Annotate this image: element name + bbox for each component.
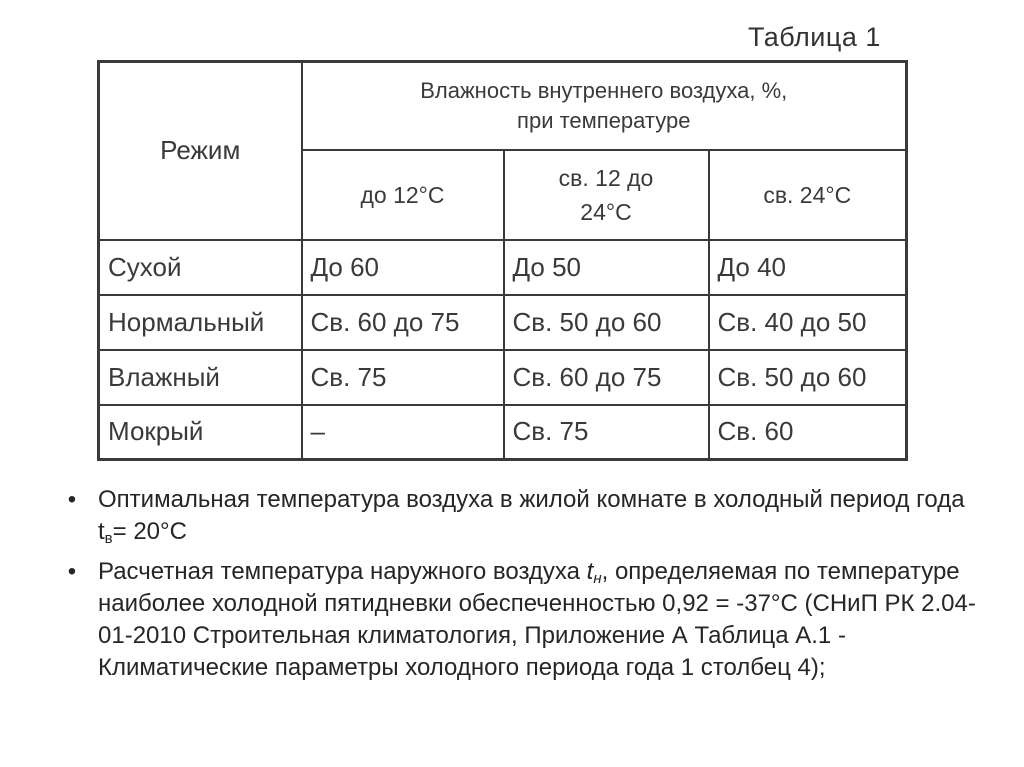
temp-col-3-line1: св. 24°С (763, 181, 852, 208)
bullet-2-variable: t (586, 558, 594, 585)
temp-col-1-line1: до 12°С (360, 181, 445, 208)
header-temp-col-3 (709, 150, 907, 240)
temp-col-2-line1: св. 12 до (558, 164, 654, 191)
row-mode-cell: Влажный (99, 350, 302, 405)
header-temp-col-2 (504, 150, 709, 240)
bullet-item-outdoor-temp (62, 556, 992, 684)
row-value-cell: Св. 60 до 75 (302, 295, 504, 350)
row-value-cell: Св. 75 (302, 350, 504, 405)
bullet-dot: • (67, 558, 77, 585)
bullet-1-value: = 20°С (112, 518, 187, 545)
temp-col-2-line2: 24°С (580, 198, 632, 225)
row-mode-cell: Сухой (99, 240, 302, 295)
row-value-cell: – (302, 405, 504, 460)
header-mode-cell (99, 62, 302, 240)
table-caption: Таблица 1 (748, 22, 881, 52)
header-humidity-line1: Влажность внутреннего воздуха, %, (420, 77, 788, 103)
bullet-2-subscript: н (593, 570, 602, 587)
bullet-1-text: Оптимальная температура воздуха в жилой комнате в холодный период года t (98, 486, 965, 545)
row-value-cell: Св. 60 до 75 (504, 350, 709, 405)
bullet-1-subscript: в (104, 530, 113, 547)
row-mode-cell: Нормальный (99, 295, 302, 350)
header-mode-label: Режим (160, 135, 241, 166)
header-humidity-line2: при температуре (517, 107, 691, 133)
humidity-table (97, 60, 908, 461)
row-value-cell: До 40 (709, 240, 907, 295)
table-row (99, 295, 907, 350)
row-value-cell: Св. 40 до 50 (709, 295, 907, 350)
table-row (99, 240, 907, 295)
table-row (99, 405, 907, 460)
row-value-cell: Св. 50 до 60 (709, 350, 907, 405)
bullet-2-text: Расчетная температура наружного воздуха (98, 558, 587, 585)
bullet-item-indoor-temp (62, 484, 992, 548)
bullet-list (62, 484, 992, 692)
row-value-cell: Св. 75 (504, 405, 709, 460)
bullet-2-rest: , определяемая по температуре наиболее холодной пятидневки обеспеченностью 0,92 = -37°С (СНиП РК 2.04-01-2010 Строительная климатология, Приложение А Таблица А.1 - Климатические параметры холодного периода года 1 столбец 4); (98, 558, 976, 681)
row-value-cell: До 60 (302, 240, 504, 295)
row-value-cell: До 50 (504, 240, 709, 295)
row-value-cell: Св. 50 до 60 (504, 295, 709, 350)
bullet-dot: • (67, 486, 77, 513)
row-mode-cell: Мокрый (99, 405, 302, 460)
header-humidity-cell (302, 62, 907, 150)
header-temp-col-1 (302, 150, 504, 240)
table-row (99, 350, 907, 405)
row-value-cell: Св. 60 (709, 405, 907, 460)
